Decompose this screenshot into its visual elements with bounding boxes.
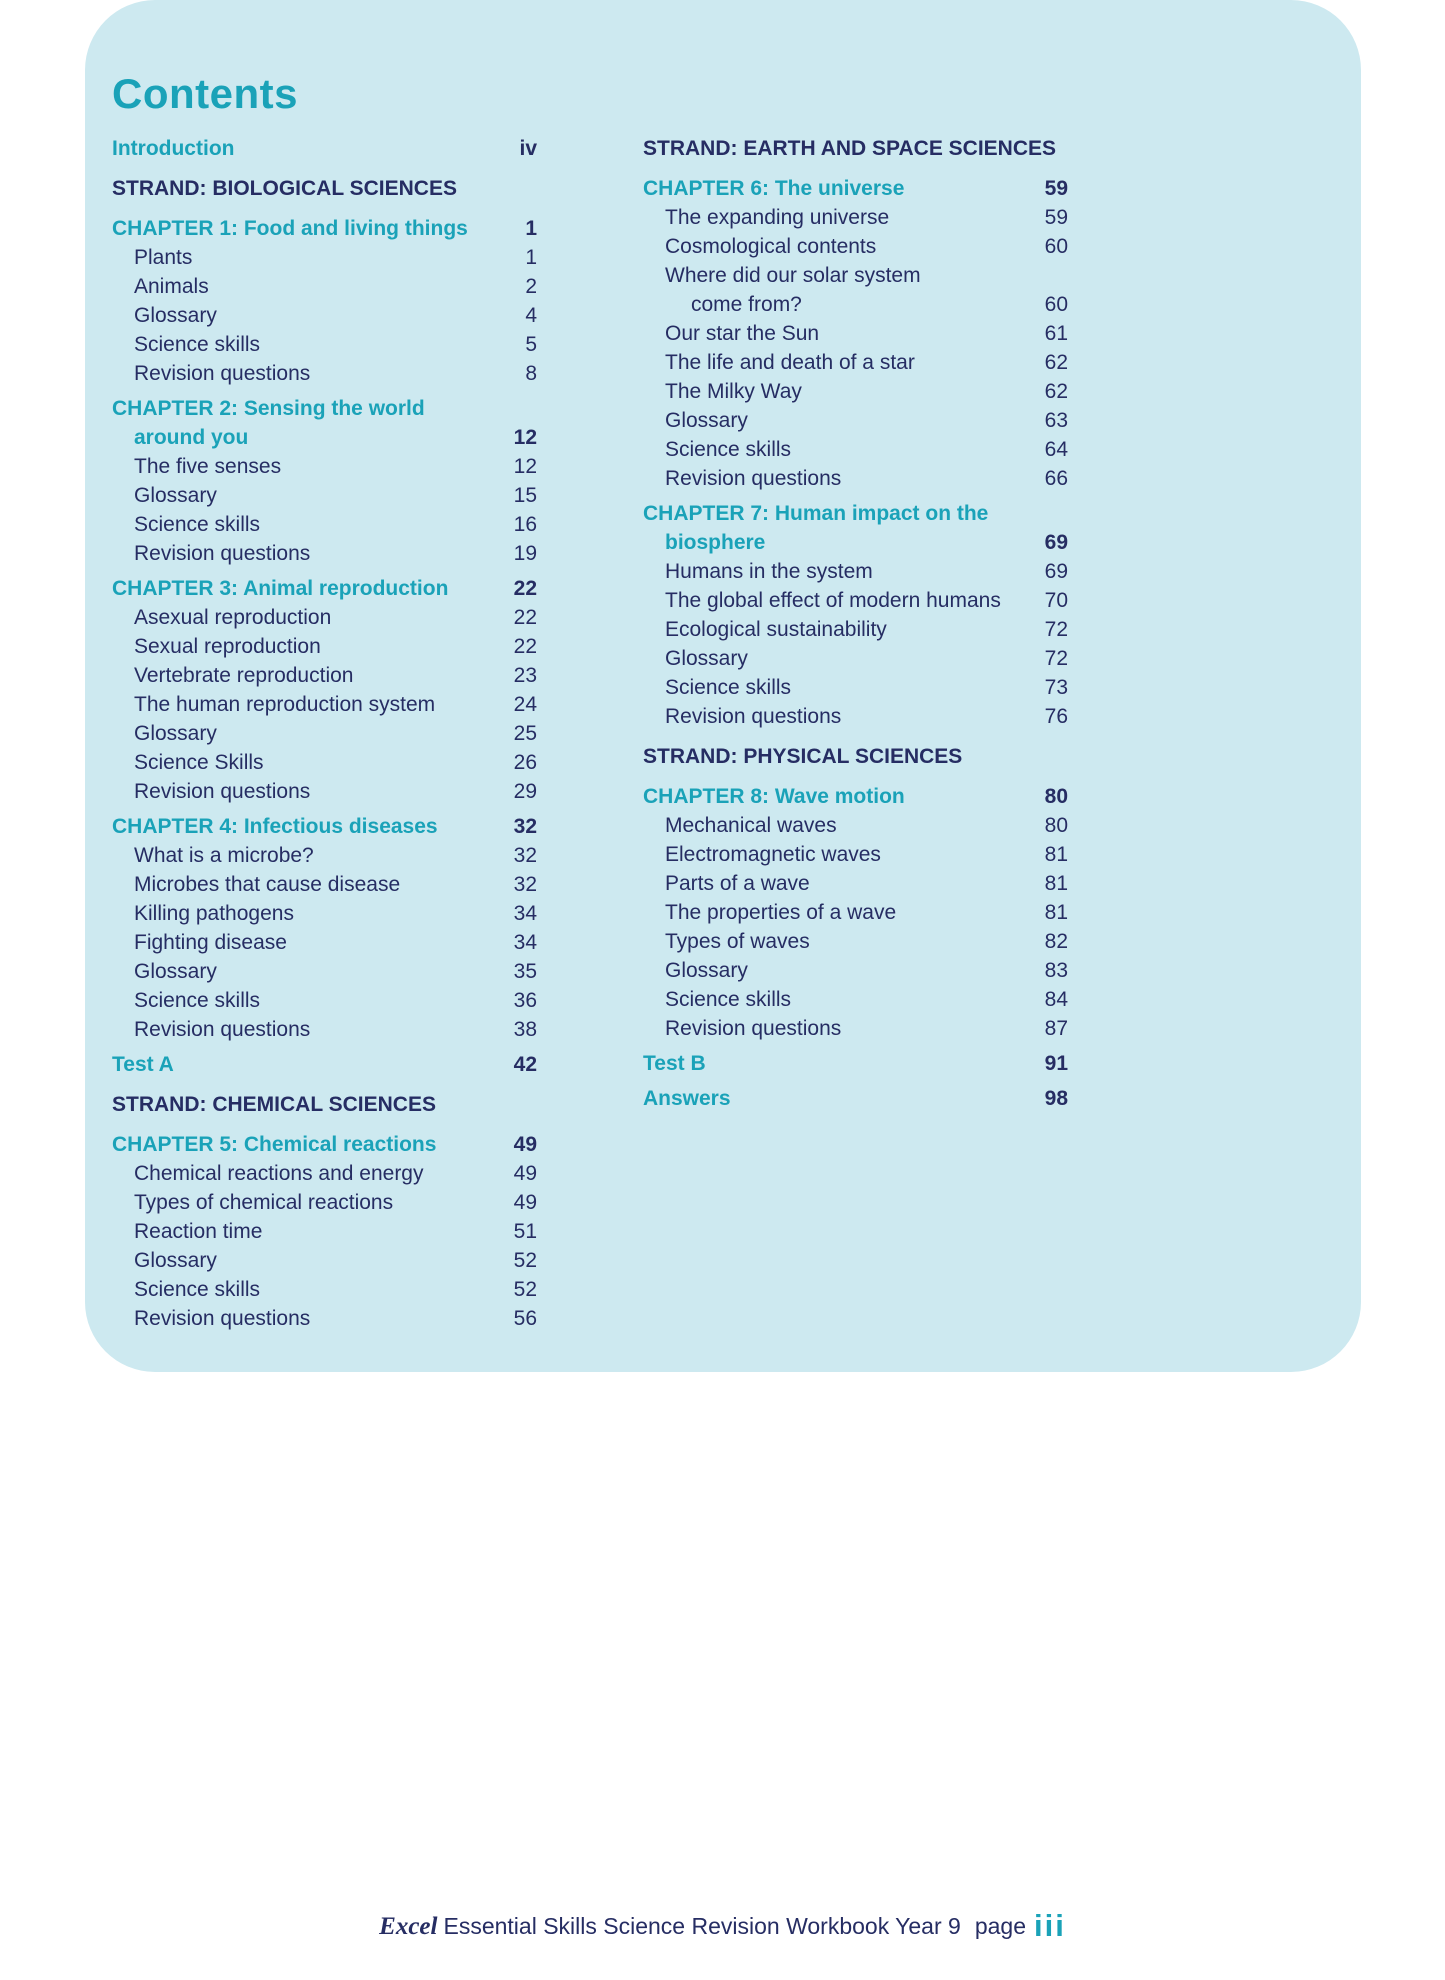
entry-label-line: Glossary [665,959,748,982]
entry-label [643,869,1020,898]
entry-label [643,985,1020,1014]
toc-entry-sub [643,435,1068,464]
entry-label [112,986,489,1015]
entry-page-number: 62 [1044,351,1068,374]
entry-page-number: 83 [1044,959,1068,982]
entry-label [112,1246,489,1275]
entry-label-line: Glossary [134,960,217,983]
entry-label [112,1050,489,1079]
toc-entry-sub [112,243,537,272]
entry-page-number: 80 [1044,814,1068,837]
toc-entry-chapter [643,499,1068,557]
entry-label-line: Fighting disease [134,931,287,954]
entry-label [643,1084,1020,1113]
entry-label [643,673,1020,702]
entry-label [112,928,489,957]
entry-label-line: Science skills [665,988,792,1011]
entry-label-line: Ecological sustainability [665,618,887,641]
entry-page-number: 56 [513,1307,537,1330]
entry-page-number: 23 [513,664,537,687]
toc-entry-sub [643,203,1068,232]
entry-page-number: 34 [513,902,537,925]
toc-entry-sub [112,661,537,690]
toc-entry-sub [112,632,537,661]
entry-label-line: Where did our solar system [665,264,921,287]
entry-page-number: 1 [525,217,537,240]
entry-label [112,719,489,748]
contents-panel [85,0,1361,1372]
toc-entry-sub [643,232,1068,261]
entry-label-line: Animals [134,275,209,298]
entry-page-number: 80 [1044,785,1068,808]
toc-entry-sub [112,272,537,301]
toc-entry-sub [112,899,537,928]
entry-page-number: 4 [525,304,537,327]
entry-label-line: Science skills [134,989,261,1012]
entry-label [112,1217,489,1246]
entry-page-number: iv [519,137,537,160]
toc-entry-sub [643,319,1068,348]
entry-page-number: 81 [1044,843,1068,866]
toc-entry-sub [643,464,1068,493]
entry-label-line: STRAND: CHEMICAL SCIENCES [112,1093,436,1116]
entry-label-line: Reaction time [134,1220,263,1243]
entry-label [112,661,489,690]
toc-entry-sub [643,811,1068,840]
entry-page-number: 69 [1044,560,1068,583]
toc-entry-chapter [112,214,537,243]
toc-entry-chapter [112,1130,537,1159]
entry-label [643,782,1020,811]
entry-page-number: 25 [513,722,537,745]
entry-page-number: 73 [1044,676,1068,699]
entry-label [643,898,1020,927]
entry-label-line: Glossary [134,304,217,327]
entry-label-line: Revision questions [134,542,311,565]
entry-label [112,539,489,568]
entry-label-line: CHAPTER 1: Food and living things [112,217,468,240]
toc-entry-chapter [643,174,1068,203]
toc-entry-sub [112,330,537,359]
entry-label-line: CHAPTER 8: Wave motion [643,785,905,808]
entry-label-line: Revision questions [134,1018,311,1041]
entry-label-line: Science skills [134,1278,261,1301]
entry-page-number: 63 [1044,409,1068,432]
entry-label [112,1015,489,1044]
toc-entry-sub [112,481,537,510]
entry-page-number: 72 [1044,618,1068,641]
entry-label [643,261,1020,319]
entry-label-line: CHAPTER 5: Chemical reactions [112,1133,437,1156]
entry-label-line: CHAPTER 2: Sensing the world [112,397,425,420]
toc-entry-sub [112,986,537,1015]
toc-entry-sub [112,841,537,870]
footer-page-word: page [974,1913,1026,1939]
entry-page-number: 81 [1044,901,1068,924]
entry-label-line: Science skills [665,676,792,699]
entry-label [112,359,489,388]
entry-page-number: 82 [1044,930,1068,953]
entry-label [112,214,489,243]
entry-page-number: 51 [513,1220,537,1243]
entry-label [643,499,1020,557]
entry-label [112,272,489,301]
entry-label [112,1090,537,1119]
entry-page-number: 16 [513,513,537,536]
entry-page-number: 64 [1044,438,1068,461]
entry-label-line: Microbes that cause disease [134,873,401,896]
entry-label-line: Mechanical waves [665,814,837,837]
toc-entry-sub [112,1275,537,1304]
toc-entry-chapter [643,782,1068,811]
entry-page-number: 34 [513,931,537,954]
entry-label-line: Our star the Sun [665,322,820,345]
entry-page-number: 60 [1044,235,1068,258]
toc-entry-sub [643,615,1068,644]
entry-label [112,1130,489,1159]
entry-label-line: Glossary [134,722,217,745]
toc-entry-test [643,1049,1068,1078]
entry-label-line: CHAPTER 6: The universe [643,177,905,200]
entry-label [112,870,489,899]
entry-label-line: come from? [691,293,802,316]
entry-label-line: The Milky Way [665,380,802,403]
entry-page-number: 8 [525,362,537,385]
entry-label-line: The global effect of modern humans [665,589,1001,612]
toc-entry-sub [643,985,1068,1014]
entry-page-number: 59 [1044,206,1068,229]
entry-label [112,957,489,986]
entry-label-line: Science skills [134,513,261,536]
entry-label-line: CHAPTER 4: Infectious diseases [112,815,438,838]
entry-label-line: Science Skills [134,751,264,774]
entry-label [112,481,489,510]
entry-label-line: Test A [112,1053,174,1076]
entry-label-line: Revision questions [665,467,842,490]
entry-label [112,452,489,481]
entry-page-number: 2 [525,275,537,298]
toc-entry-sub [112,1304,537,1333]
entry-page-number: 24 [513,693,537,716]
toc-column-right [643,134,1068,1333]
entry-label [112,812,489,841]
entry-page-number: 38 [513,1018,537,1041]
toc-entry-strand [643,134,1068,163]
entry-label-line: Test B [643,1052,706,1075]
entry-label-line: Answers [643,1087,731,1110]
entry-label [112,301,489,330]
toc-entry-sub [643,840,1068,869]
toc-entry-sub [643,557,1068,586]
entry-label [112,690,489,719]
entry-label [643,319,1020,348]
toc-entry-sub [112,1217,537,1246]
toc-entry-sub [112,1246,537,1275]
toc-entry-sub [112,928,537,957]
entry-page-number: 26 [513,751,537,774]
entry-label-line: The human reproduction system [134,693,436,716]
toc-column-left [112,134,537,1333]
entry-page-number: 35 [513,960,537,983]
entry-page-number: 1 [525,246,537,269]
entry-label [643,644,1020,673]
entry-label [112,1188,489,1217]
entry-label-line: Glossary [134,1249,217,1272]
entry-label-line: Revision questions [665,1017,842,1040]
toc-entry-strand [112,1090,537,1119]
entry-label [643,927,1020,956]
toc-entry-answers [643,1084,1068,1113]
entry-page-number: 87 [1044,1017,1068,1040]
toc-entry-sub [112,1015,537,1044]
entry-page-number: 72 [1044,647,1068,670]
entry-label-line: The expanding universe [665,206,890,229]
page-footer [0,1908,1445,1944]
entry-page-number: 12 [513,455,537,478]
entry-label-line: Revision questions [665,705,842,728]
entry-label [643,615,1020,644]
entry-label-line: Sexual reproduction [134,635,321,658]
entry-label [643,435,1020,464]
toc-entry-sub [643,956,1068,985]
entry-page-number: 49 [513,1133,537,1156]
entry-label [643,464,1020,493]
entry-label-line: Parts of a wave [665,872,810,895]
entry-page-number: 69 [1044,531,1068,554]
entry-page-number: 42 [513,1053,537,1076]
footer-title-text: Essential Skills Science Revision Workbook Year 9 [443,1913,961,1939]
entry-label-line: The properties of a wave [665,901,897,924]
entry-label [112,1159,489,1188]
toc-entry-sub [112,603,537,632]
entry-label [643,702,1020,731]
entry-label-line: Science skills [665,438,792,461]
entry-page-number: 5 [525,333,537,356]
entry-label [643,377,1020,406]
entry-page-number: 49 [513,1191,537,1214]
entry-label-line: Electromagnetic waves [665,843,881,866]
entry-label-line: The life and death of a star [665,351,915,374]
page-title: Contents [112,70,298,117]
toc-entry-sub [643,406,1068,435]
entry-page-number: 60 [1044,293,1068,316]
entry-page-number: 62 [1044,380,1068,403]
entry-label [112,174,537,203]
entry-label-line: CHAPTER 7: Human impact on the [643,502,989,525]
entry-label-line: STRAND: EARTH AND SPACE SCIENCES [643,137,1057,160]
entry-label-line: Science skills [134,333,261,356]
entry-label [643,811,1020,840]
entry-label [643,557,1020,586]
entry-label [112,134,489,163]
entry-label [112,777,489,806]
entry-page-number: 81 [1044,872,1068,895]
entry-label [112,510,489,539]
entry-page-number: 15 [513,484,537,507]
entry-label [112,899,489,928]
toc-entry-sub [643,644,1068,673]
toc-entry-sub [643,348,1068,377]
toc-entry-sub [112,1188,537,1217]
toc-columns [112,134,1321,1333]
entry-label [112,1275,489,1304]
entry-page-number: 32 [513,844,537,867]
entry-page-number: 19 [513,542,537,565]
toc-entry-sub [643,898,1068,927]
entry-label-line: Chemical reactions and energy [134,1162,424,1185]
entry-label-line: Revision questions [134,362,311,385]
entry-page-number: 32 [513,815,537,838]
entry-label [643,134,1068,163]
toc-entry-sub [643,586,1068,615]
entry-label [643,406,1020,435]
toc-entry-sub [112,690,537,719]
entry-label-line: Humans in the system [665,560,873,583]
entry-label [643,956,1020,985]
toc-entry-sub [112,957,537,986]
brand-logo-text: Excel [379,1913,438,1940]
toc-entry-sub [112,777,537,806]
entry-page-number: 70 [1044,589,1068,612]
entry-label [112,574,489,603]
entry-label-line: The five senses [134,455,282,478]
entry-page-number: 52 [513,1278,537,1301]
entry-label [112,632,489,661]
entry-label [643,174,1020,203]
toc-entry-chapter [112,812,537,841]
entry-label-line: CHAPTER 3: Animal reproduction [112,577,449,600]
entry-label-line: STRAND: BIOLOGICAL SCIENCES [112,177,457,200]
entry-label-line: Types of waves [665,930,810,953]
entry-label [643,203,1020,232]
entry-page-number: 52 [513,1249,537,1272]
entry-page-number: 66 [1044,467,1068,490]
entry-page-number: 12 [513,426,537,449]
footer-page-number: iii [1034,1908,1066,1943]
entry-label [112,330,489,359]
entry-label-line: Revision questions [134,780,311,803]
entry-page-number: 76 [1044,705,1068,728]
toc-entry-sub [643,673,1068,702]
entry-label-line: STRAND: PHYSICAL SCIENCES [643,745,963,768]
toc-entry-sub [643,927,1068,956]
toc-entry-chapter [112,574,537,603]
entry-label [112,243,489,272]
entry-page-number: 59 [1044,177,1068,200]
toc-entry-sub [643,377,1068,406]
toc-entry-sub [112,539,537,568]
toc-entry-sub [643,702,1068,731]
entry-label-line: Glossary [665,647,748,670]
toc-entry-test [112,1050,537,1079]
entry-label-line: biosphere [665,531,766,554]
entry-page-number: 29 [513,780,537,803]
entry-label [643,742,1068,771]
toc-entry-intro [112,134,537,163]
toc-entry-strand [112,174,537,203]
entry-label [112,841,489,870]
entry-label-line: Vertebrate reproduction [134,664,354,687]
entry-label [112,603,489,632]
entry-label-line: Revision questions [134,1307,311,1330]
entry-label [643,586,1020,615]
entry-page-number: 22 [513,577,537,600]
toc-entry-sub [643,261,1068,319]
toc-entry-sub [112,870,537,899]
toc-entry-sub [112,452,537,481]
entry-label-line: Types of chemical reactions [134,1191,394,1214]
entry-label [643,348,1020,377]
entry-label [643,840,1020,869]
entry-page-number: 49 [513,1162,537,1185]
entry-page-number: 22 [513,606,537,629]
entry-label [643,1049,1020,1078]
entry-label-line: Glossary [134,484,217,507]
entry-label-line: around you [134,426,249,449]
toc-entry-sub [112,1159,537,1188]
entry-label-line: What is a microbe? [134,844,314,867]
entry-page-number: 36 [513,989,537,1012]
entry-page-number: 32 [513,873,537,896]
entry-label-line: Glossary [665,409,748,432]
entry-label [112,1304,489,1333]
entry-label [643,232,1020,261]
entry-page-number: 22 [513,635,537,658]
entry-label [112,748,489,777]
toc-entry-sub [112,359,537,388]
toc-entry-sub [112,301,537,330]
toc-entry-chapter [112,394,537,452]
toc-entry-sub [643,1014,1068,1043]
entry-label-line: Cosmological contents [665,235,877,258]
toc-entry-sub [112,510,537,539]
toc-entry-sub [643,869,1068,898]
entry-label-line: Plants [134,246,193,269]
toc-entry-strand [643,742,1068,771]
entry-page-number: 91 [1044,1052,1068,1075]
entry-page-number: 84 [1044,988,1068,1011]
toc-entry-sub [112,748,537,777]
entry-label-line: Killing pathogens [134,902,294,925]
entry-label-line: Introduction [112,137,235,160]
toc-entry-sub [112,719,537,748]
entry-page-number: 98 [1044,1087,1068,1110]
entry-page-number: 61 [1044,322,1068,345]
entry-label [112,394,489,452]
entry-label-line: Asexual reproduction [134,606,332,629]
entry-label [643,1014,1020,1043]
